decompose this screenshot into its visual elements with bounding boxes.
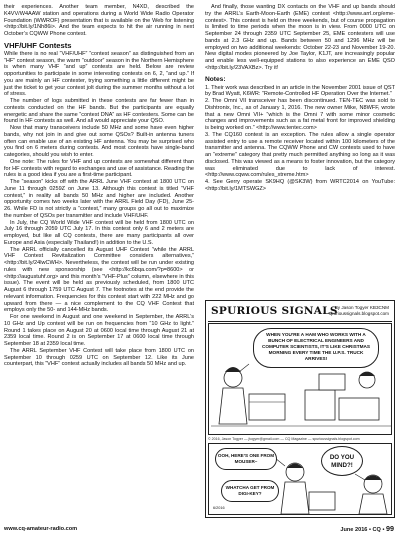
note-item: 2. The Omni VII transceiver has been discontinued. TEN-TEC was sold to Dishtronix, Inc., as of January 1, 2016. The new owner Mike, N8WFF, wrote that a new Omni VII+ “which is the Omni 7 with some minor cosmetic changes and improvements such as a fat metal front for improved shielding is being worked on.” <http://www.tentec.com> bbox=[205, 98, 395, 131]
paragraph: The ARRL September VHF Contest will take place from 1800 UTC on September 10 through 0259 UTC on September 12. Like its June counterpart, this “VHF” contest actually includes all bands 50 MHz and up. bbox=[4, 347, 194, 368]
paragraph: The ARRL officially cancelled its August UHF Contest “while the ARRL VHF Contest Revitalization Committee considers alternatives,” <http://bit.ly/24lwCWH>. Nevertheless, the contest will be run under existing rules with new sponsorship (see <http://kc6bqa.com/?p=8600> or <http://augustuhf.org> and this month’s “VHF-Plus” column, elsewhere in this issue). The event will be held as previously scheduled, from 1800 UTC August 6 through 1759 UTC August 7. The footnotes at the end provide the relevant information. Frequencies for this contest start with 222 MHz and go upward from there — a nice complement to the CQ VHF Contest that employs only the 50- and 144-MHz bands. bbox=[4, 246, 194, 314]
cartoon-copyright: © 2016, Jason Togyer — jtogyer@gmail.com — CQ Magazine — spurioussignals.blogspot.com bbox=[208, 437, 360, 441]
footer-bullet: • bbox=[368, 527, 371, 533]
left-column bbox=[4, 4, 194, 368]
cartoon-panel-top bbox=[208, 323, 392, 435]
paragraph: The number of logs submitted in these contests are far fewer than in contests conducted on the HF bands. But the participants are equally energetic and share the same “contest DNA” as HF contesters. Some can be found in HF contests as well. And all would appreciate your QSO. bbox=[4, 98, 194, 125]
page-number: 99 bbox=[386, 524, 394, 533]
intro-paragraph: their experiences. Another team member, N4XD, described the K4VV/W4AAW station and operations during a World Wide Radio Operator Foundation (WWROF) presentation that is available on the Web for listening <http://bit.ly/1Nh86i>. And the team expects to hit the air running in next October’s CQWW Phone contest. bbox=[4, 4, 194, 37]
paragraph: One note: The rules for VHF and up contests are somewhat different than for HF contests with regard to exchanges and use of assistance. Reading the rules is a good idea if you are a first-time participant. bbox=[4, 158, 194, 179]
note-item: 4. See Gerry operate SK9HQ (@SK3W) from WRTC2014 on YouTube: <http://bit.ly/1MTSWGZ> bbox=[205, 179, 395, 192]
cartoon-author bbox=[329, 305, 389, 316]
speech-bubble-whatcha: WHATCHA GET FROM DIGI-KEY? bbox=[221, 480, 279, 502]
footer-issue: June 2016 bbox=[340, 527, 368, 533]
footer-page-info bbox=[340, 524, 394, 535]
notes-heading: Notes: bbox=[205, 75, 226, 83]
footer-bullet: • bbox=[382, 527, 385, 533]
footer-url: www.cq-amateur-radio.com bbox=[4, 526, 78, 532]
speech-bubble-main: WHEN YOU’RE A HAM WHO WORKS WITH A BUNCH OF ELECTRICAL ENGINEERS AND COMPUTER SCIENTISTS, IT’S LIKE CHRISTMAS MORNING EVERY TIME THE U.P.S. TRUCK ARRIVES! bbox=[253, 328, 379, 368]
speech-bubble-ooh: OOH, HERE’S ONE FROM MOUSER– bbox=[215, 448, 277, 470]
note-item: 3. The CQ160 contest is an exception. The rules allow a single operator assisted entry to use a remote receiver located within 100 kilometers of the transmitter and antenna. The CQWW Phone and CW contests used to have an “extreme” category that pretty much permitted anything so long as it was disclosed. This was viewed as a means to foster innovation, but the category was eliminated due to lack of interest. <http://www.cqww.com/rules_xtreme.htm> bbox=[205, 131, 395, 179]
cartoon-date: 6/2016 bbox=[213, 506, 225, 510]
paragraph: The “season” kicks off with the ARRL June VHF contest at 1800 UTC on June 11 through 0259Z on June 13. Although this contest is titled “VHF contest,” in reality all bands 50 MHz and higher are included. Another opportunity comes two weeks later with the ARRL Field Day (FD), June 25-26. While FD is not strictly a “contest,” many groups go all out to maximize the number of QSOs per transmitter and include VHF/UHF. bbox=[4, 179, 194, 219]
paragraph: In July, the CQ World Wide VHF contest will be held from 1800 UTC on July 16 through 2059 UTC July 17. In this contest only 6 and 2 meters are employed, but like all CQ contests, there are many participants all over Europe and Asia (especially Thailand!) in addition to the U.S. bbox=[4, 219, 194, 246]
paragraph: And finally, those wanting DX contacts on the VHF and up bands should try the ARRL’s Earth-Moon-Earth (EME) contest <http://www.arrl.org/eme-contest>. This contest is held on three weekends, but of course propagation is limited to time periods when the moon is in view. From 0000 UTC on September 24 through 2359 UTC September 25, EME contesters will use bands at 2.3 GHz and up. Bands between 50 and 1296 MHz will be employed on two additional weekends: October 22-23 and November 19-20. New digital modes pioneered by Joe Taylor, K1JT, are increasingly popular and enable less well-equipped stations to also experience an EME QSO <http://bit.ly/23VAXBz>. Try it! bbox=[205, 4, 395, 71]
note-item: 1. Their work was described in an article in the November 2001 issue of QST by Brad Wyatt, K6WR: “Remote-Controlled HF Operation Over the Internet.” bbox=[205, 84, 395, 98]
right-column bbox=[205, 4, 395, 193]
cartoon-header bbox=[208, 303, 392, 322]
cartoon-strip bbox=[205, 300, 395, 518]
page-footer bbox=[4, 524, 394, 534]
section-heading: VHF/UHF Contests bbox=[4, 40, 72, 50]
author-blog: spurioussignals.blogspot.com bbox=[328, 310, 389, 316]
speech-bubble-mind: DO YOU MIND?! bbox=[321, 446, 363, 476]
paragraph: Now that many transceivers include 50 MHz and some have even higher bands, why not join in and give out some QSOs? Built-in antenna tuners often can enable use of an existing HF antenna. You may be surprised who you find on 6 meters during contests. And most contests have single-band categories, should you wish to enter. bbox=[4, 125, 194, 158]
footer-mag: CQ bbox=[372, 527, 381, 533]
paragraph: While there is no real “VHF/UHF” “contest season” as distinguished from an “HF” contest season, the warm “outdoor” season in the Northern Hemisphere is when many VHF “and up” contests are held. Below are review opportunities to participate in some interesting contests on 6, 2, “and up.” If you are mainly an HF contester, trying something a little different might be just the ticket to get your contest jolt during the summer months without a lot of stress. bbox=[4, 50, 194, 98]
author-name: By Jason Togyer KB3CNM bbox=[334, 305, 389, 310]
cartoon-title: SPURIOUS SIGNALS bbox=[211, 305, 338, 317]
paragraph: For one weekend in August and one weekend in September, the ARRL’s 10 GHz and Up contest will be run on frequencies from “10 GHz to light.” Round 1 takes place on August 20 at 0600 local time through August 21 at 2359 local time. Round 2 is on September 17 at 0600 local time through September 18 at 2359 local time. bbox=[4, 314, 194, 347]
cartoon-panel-bottom bbox=[208, 443, 392, 515]
